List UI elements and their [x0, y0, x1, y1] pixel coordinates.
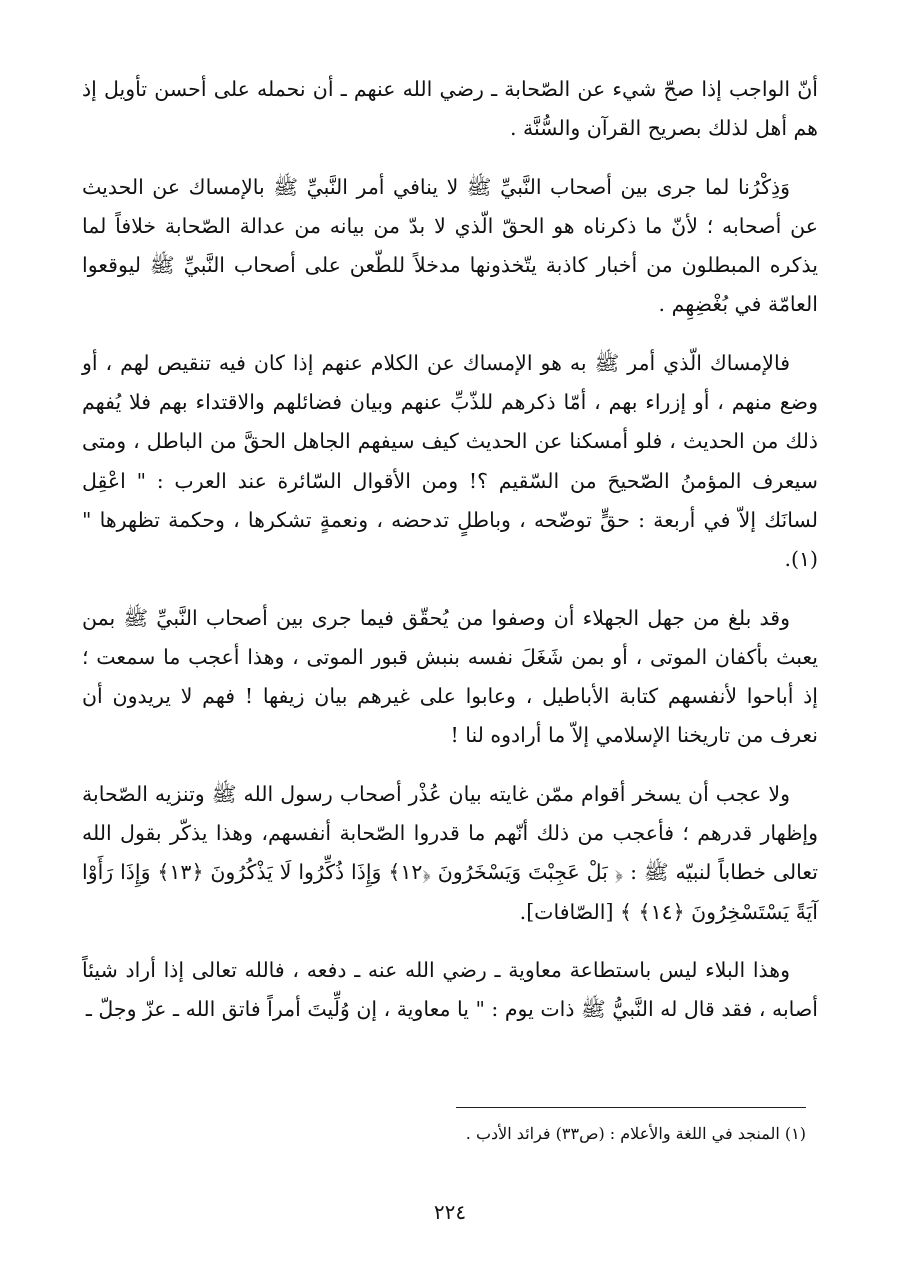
main-text — [82, 70, 818, 1049]
paragraph-6: وهذا البلاء ليس باستطاعة معاوية ـ رضي الله عنه ـ دفعه ، فالله تعالى إذا أراد شيئاً أصابه ، فقد قال له النَّبيُّ ﷺ ذات يوم : " يا معاوية ، إن وُلِّيتَ أمراً فاتق الله ـ عزّ وجلّ ـ — [82, 957, 818, 1022]
paragraph-4: وقد بلغ من جهل الجهلاء أن وصفوا من يُحقّق فيما جرى بين أصحاب النَّبيِّ ﷺ بمن يعبث بأكفان الموتى ، أو بمن شَغَلَ نفسه بنبش قبور الموتى ، وهذا أعجب ما سمعت ؛ إذ أباحوا لأنفسهم كتابة الأباطيل ، وعابوا على غيرهم بيان زيفها ! فهم لا يريدون أن نعرف من تاريخنا الإسلامي إلاّ ما أرادوه لنا ! — [82, 605, 818, 748]
footnote-divider — [456, 1107, 806, 1108]
page-number: ٢٢٤ — [433, 1200, 467, 1224]
paragraph-3: فالإمساك الّذي أمر ﷺ به هو الإمساك عن الكلام عنهم إذا كان فيه تنقيص لهم ، أو وضع منهم ، أو إزراء بهم ، أمّا ذكرهم للذّبِّ عنهم وبيان فضائلهم والاقتداء بهم فلا يُفهم ذلك من الحديث ، فلو أمسكنا عن الحديث كيف سيفهم الجاهل الحقَّ من الباطل ، ومتى سيعرف المؤمنُ الصّحيحَ من السّقيم ؟! ومن الأقوال السّائرة عند العرب : " اعْقِل لسانَك إلاّ في أربعة : حقٍّ توضّحه ، وباطلٍ تدحضه ، ونعمةٍ تشكرها ، وحكمة تظهرها "(١). — [82, 350, 818, 572]
paragraph-5: ولا عجب أن يسخر أقوام ممّن غايته بيان عُذْر أصحاب رسول الله ﷺ وتنزيه الصّحابة وإظهار قدرهم ؛ فأعجب من ذلك أنّهم ما قدروا الصّحابة أنفسهم، وهذا يذكّر بقول الله تعالى خطاباً لنبيّه ﷺ : ﴿ بَلْ عَجِبْتَ وَيَسْخَرُونَ ﴿١٢﴾ وَإِذَا ذُكِّرُوا لَا يَذْكُرُونَ ﴿١٣﴾ وَإِذَا رَأَوْا آيَةً يَسْتَسْخِرُونَ ﴿١٤﴾ ﴾ [الصّافات]. — [82, 781, 819, 924]
paragraph-2: وَذِكْرُنا لما جرى بين أصحاب النَّبيِّ ﷺ لا ينافي أمر النَّبيِّ ﷺ بالإمساك عن الحديث عن أصحابه ؛ لأنّ ما ذكرناه هو الحقّ الّذي لا بدّ من بيانه من عدالة الصّحابة خلافاً لما يذكره المبطلون من أخبار كاذبة يتّخذونها مدخلاً للطّعن على أصحاب النَّبيِّ ﷺ ليوقعوا العامّة في بُغْضِهِم . — [82, 174, 818, 317]
paragraph-1: أنّ الواجب إذا صحّ شيء عن الصّحابة ـ رضي الله عنهم ـ أن نحمله على أحسن تأويل إذ هم أهل لذلك بصريح القرآن والسُّنَّة . — [82, 77, 818, 141]
footnote: (١) المنجد في اللغة والأعلام : (ص٣٣) فرائد الأدب . — [465, 1124, 806, 1143]
